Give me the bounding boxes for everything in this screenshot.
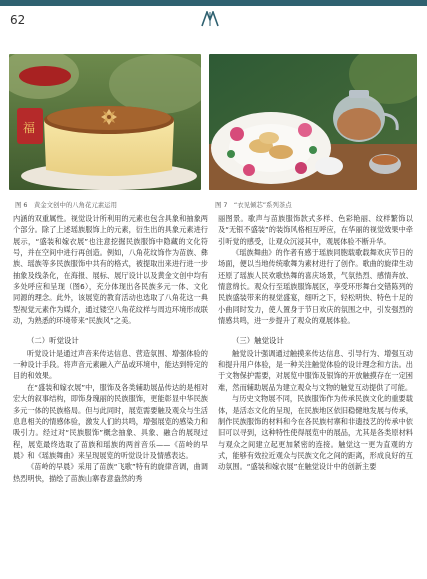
figure-7-caption: 图 7 “衣见倾芯”系列茶点 xyxy=(215,201,292,209)
body-paragraph: 在“盛装和嫁衣展”中，服饰及各类辅助展品传达的是相对宏大的叙事结构，即饰身瑰丽的民族服饰，更能彰显中华民族多元一体的民族格局。但与此同时，展览需要触及观众与生活息息相关的情感体验，激发人们的共鸣，增强展览的感染力和吸引力。经过对“民族服饰”概念抽象、具象、融合的展现过程，展览最终选取了苗族和瑶族的两首音乐——《苗岭的早晨》和《瑶族舞曲》来呈现展览的听觉设计及情感表达。 xyxy=(13,382,208,460)
svg-text:福: 福 xyxy=(23,121,36,135)
figure-7-photo xyxy=(209,54,417,190)
left-column xyxy=(13,213,208,484)
body-paragraph: 丽图景。歌声与苗族服饰款式多样、色彩艳丽、纹样繁饰以及“无银不盛装”的装饰风格相互呼应，在华丽的视觉效果中牵引听觉的感受，让观众沉浸其中，观展体验不断升华。 xyxy=(218,214,413,246)
page-number: 62 xyxy=(10,13,26,27)
body-paragraph: 听觉设计是通过声音来传达信息、营造氛围、增强体验的一种设计手段。将声音元素融入产品或环境中，能达到特定的目的和效果。 xyxy=(13,348,208,381)
right-column xyxy=(218,213,413,473)
section-heading-auditory: （二）听觉设计 xyxy=(27,336,79,346)
header-bar xyxy=(0,0,427,6)
body-paragraph: 《瑶族舞曲》的作者有感于瑶族同胞载歌载舞欢庆节日的场面，便以当地传统歌舞为素材进行了创作。歌曲的旋律生动还原了瑶族人民欢歌热舞的喜庆场景，气氛热烈、感情奔放、情意绵长。观众行至瑶族服饰展区，享受环形舞台交错陈列的民族盛装带来的视觉盛宴，细听之下，轻松明快、特色十足的小曲同时发力，使人置身于节日欢庆的氛围之中，引发强烈的情感共鸣，进一步提升了观众的观展体验。 xyxy=(218,248,413,326)
body-paragraph: 《苗岭的早晨》采用了苗族“飞歌”特有的旋律音调，曲调热烈明快，描绘了苗族山寨春意盎然的秀 xyxy=(13,462,208,483)
body-paragraph: 触觉设计强调通过触摸来传达信息、引导行为、增强互动和提升用户体验，是一种关注触觉体验的设计理念和方法。出于文物保护需要，对展览中服饰及银饰的开放触摸存在一定困难，然而辅助展品为建立观众与文物的触觉互动提供了可能。 xyxy=(218,348,413,392)
body-paragraph: 内涵的双重属性。视觉设计所利用的元素也包含具象和抽象两个部分。除了上述瑶族服饰上的元素，衍生出的具象元素进行展示，“盛装和嫁衣展”也注意挖掘民族服饰中隐藏的文化符号，并在空间中进行再创造。例如，八角花纹饰作为苗族、彝族、瑶族等多民族服饰中共有的格式，被提取出来进行进一步抽象及线条化，在海报、展标、展厅设计以及黄金文创中均有多处呼应和呈现（图6），充分体现出各民族多元一体、文化同源的理念。此外，该展览的教育活动也选取了八角花这一典型视觉元素作为媒介，通过镂空八角花纹样与周边环境形成联动，为熟悉的环境带来“民族风”之美。 xyxy=(13,214,208,326)
figure-6-caption: 图 6 黄金文创中的八角花元素运用 xyxy=(15,201,117,209)
figure-6-photo xyxy=(9,54,201,190)
section-heading-tactile: （三）触觉设计 xyxy=(232,336,284,346)
journal-logo-icon xyxy=(200,11,220,27)
body-paragraph: 与历史文物展不同，民族服饰作为传承民族文化的重要载体，是活态文化的呈现，在民族地区依旧稳健地发展与传承，制作民族服饰的材料和今在各民族村寨和非遗技艺的传承中依旧可以寻到，这种特性使得展览中的展品，尤其是各类原材料与观众之间建立起更加紧密的连接。触觉这一更为直观的方式，能够有效拉近观众与民族文化之间的距离，形成良好的互动氛围。“盛装和嫁衣展”在触觉设计中的创新主要 xyxy=(218,394,413,472)
